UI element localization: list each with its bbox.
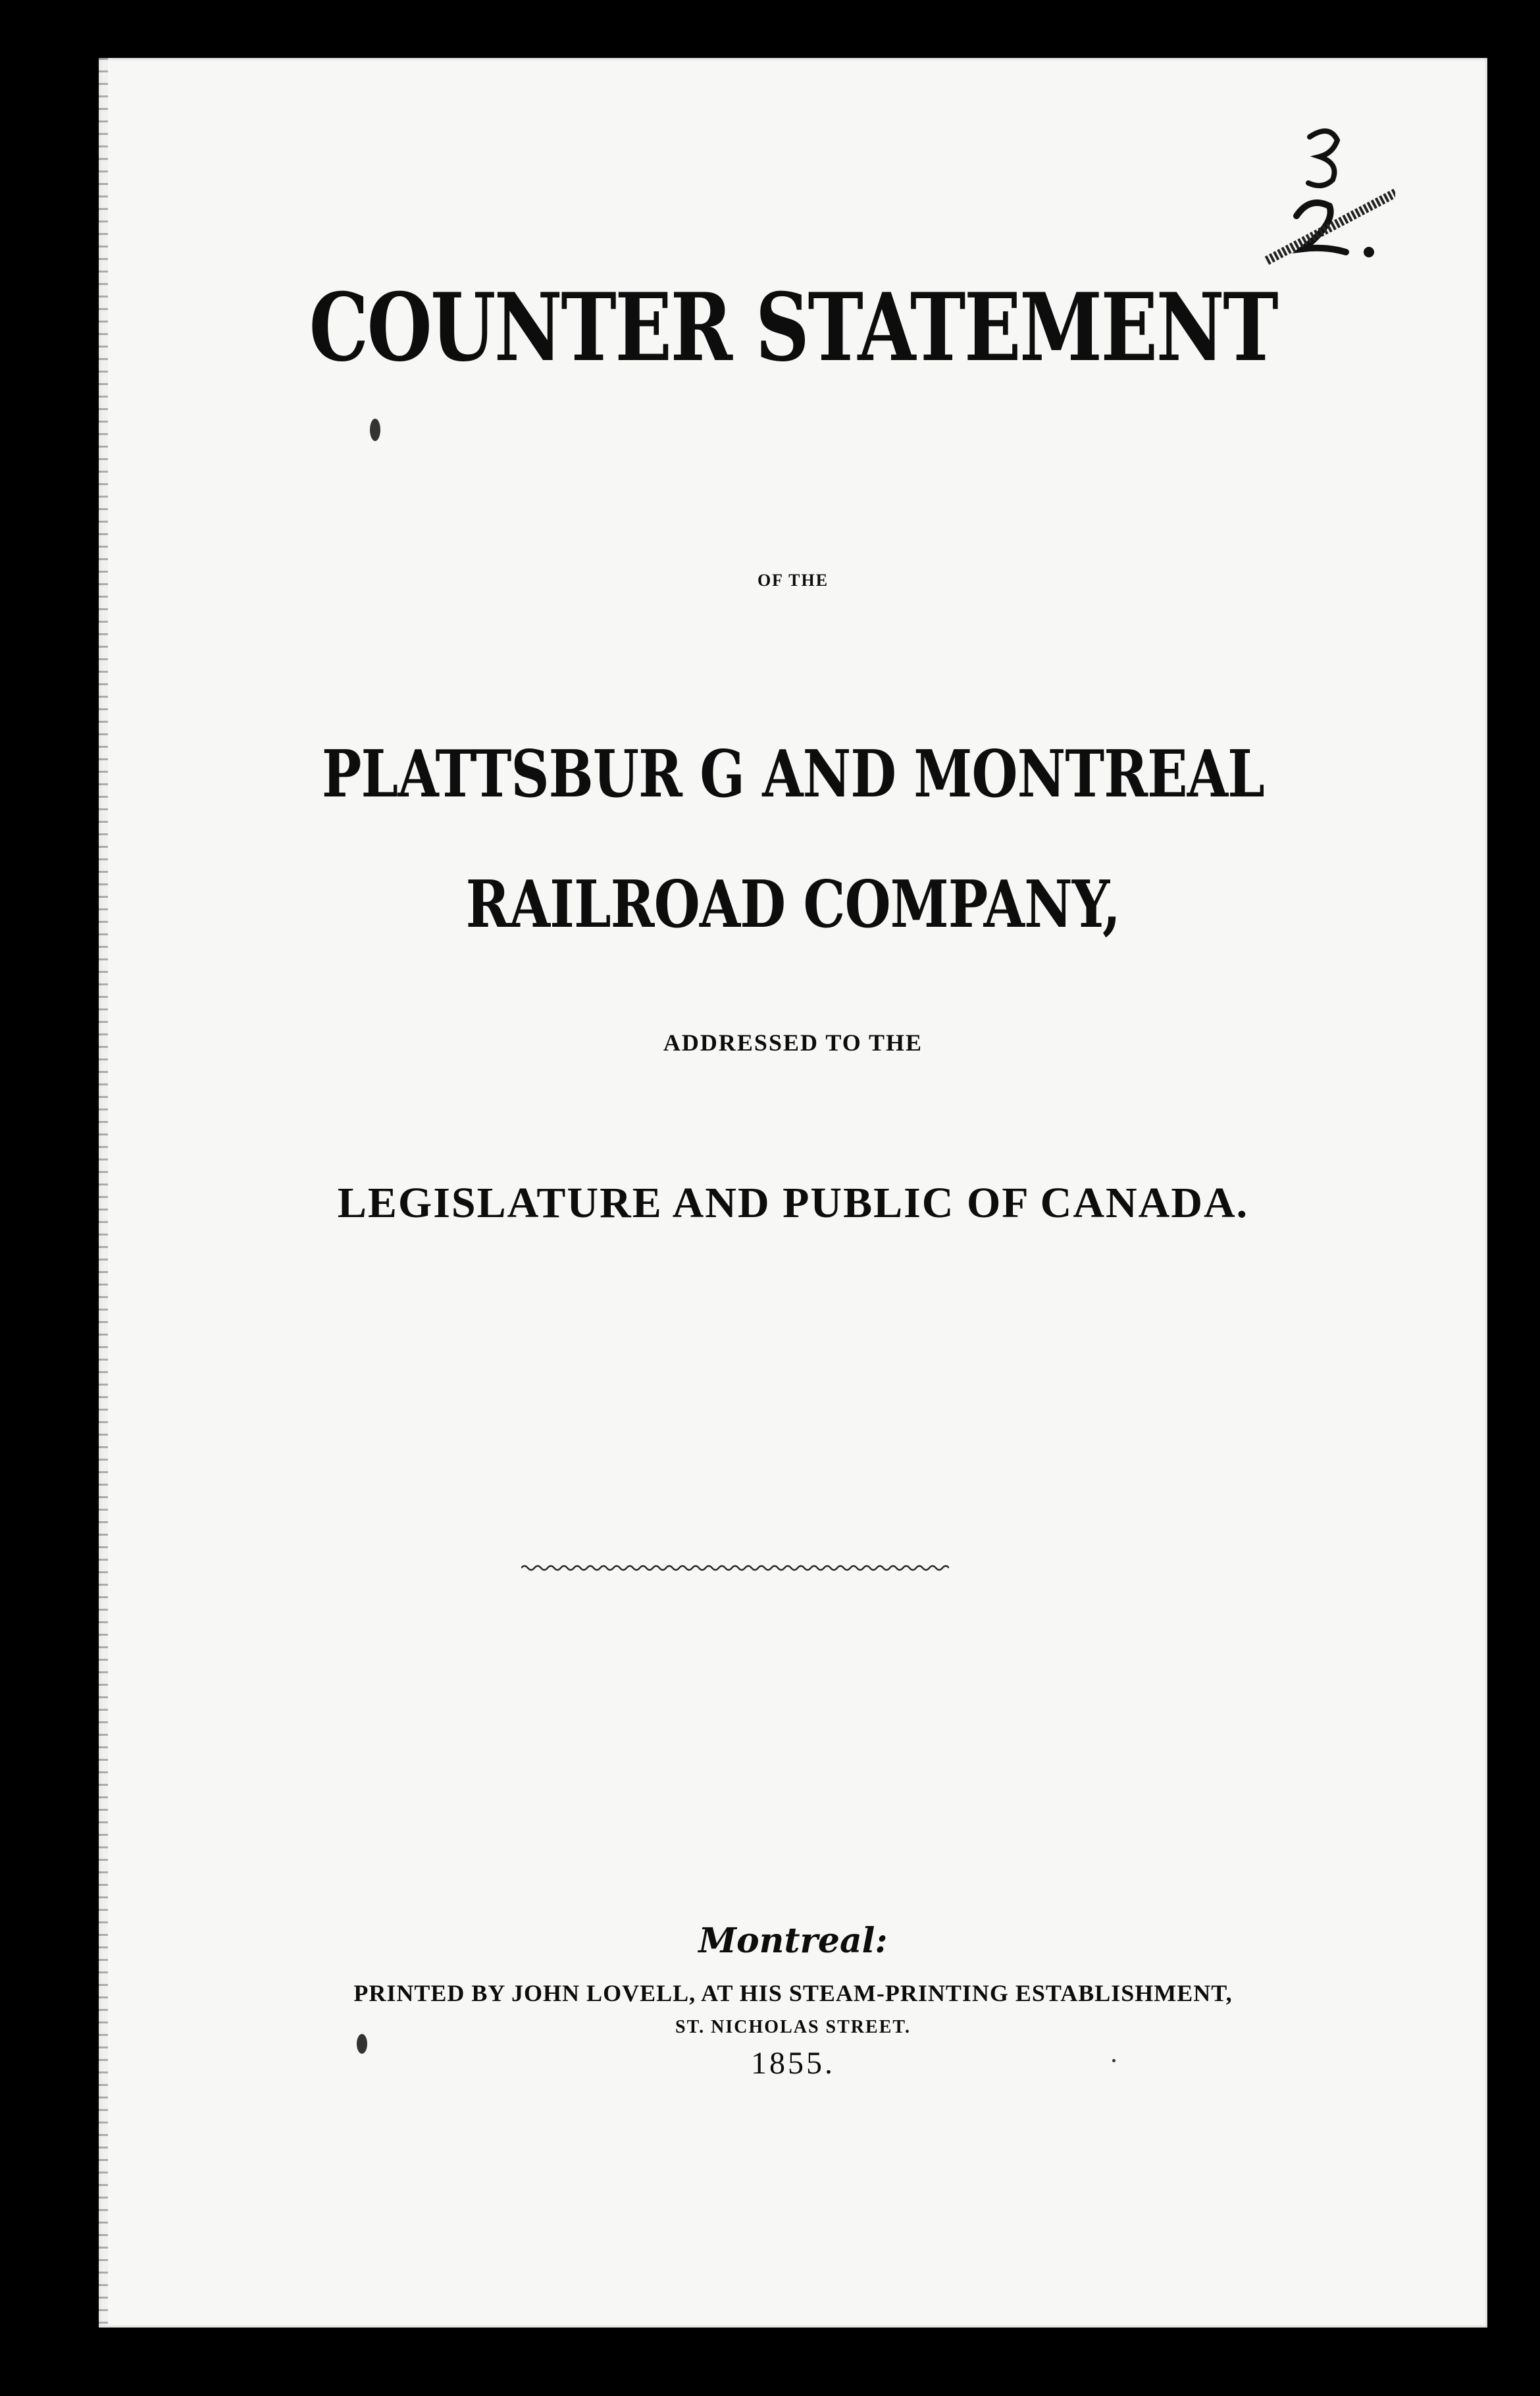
imprint-year: 1855. — [751, 2046, 835, 2081]
ink-speck — [1112, 2059, 1116, 2062]
imprint-printer: PRINTED BY JOHN LOVELL, AT HIS STEAM-PRINTING ESTABLISHMENT, — [353, 1980, 1233, 2006]
ink-speck — [357, 2034, 367, 2054]
title-page — [99, 58, 1487, 2328]
company-name-line-2: RAILROAD COMPANY, — [465, 867, 1121, 943]
of-the-line: OF THE — [757, 571, 829, 590]
document-title: COUNTER STATEMENT — [309, 273, 1277, 382]
addressed-to-line: ADDRESSED TO THE — [663, 1029, 923, 1056]
audience-line: LEGISLATURE AND PUBLIC OF CANADA. — [337, 1179, 1249, 1227]
company-name-block — [224, 710, 1362, 970]
company-name-line-1: PLATTSBUR G AND MONTREAL — [322, 737, 1264, 812]
handwritten-shelfmark — [1264, 117, 1395, 288]
imprint-street: ST. NICHOLAS STREET. — [675, 2017, 911, 2037]
wavy-divider — [521, 1563, 949, 1573]
ink-speck — [370, 419, 380, 441]
imprint-city: Montreal: — [698, 1921, 888, 1961]
